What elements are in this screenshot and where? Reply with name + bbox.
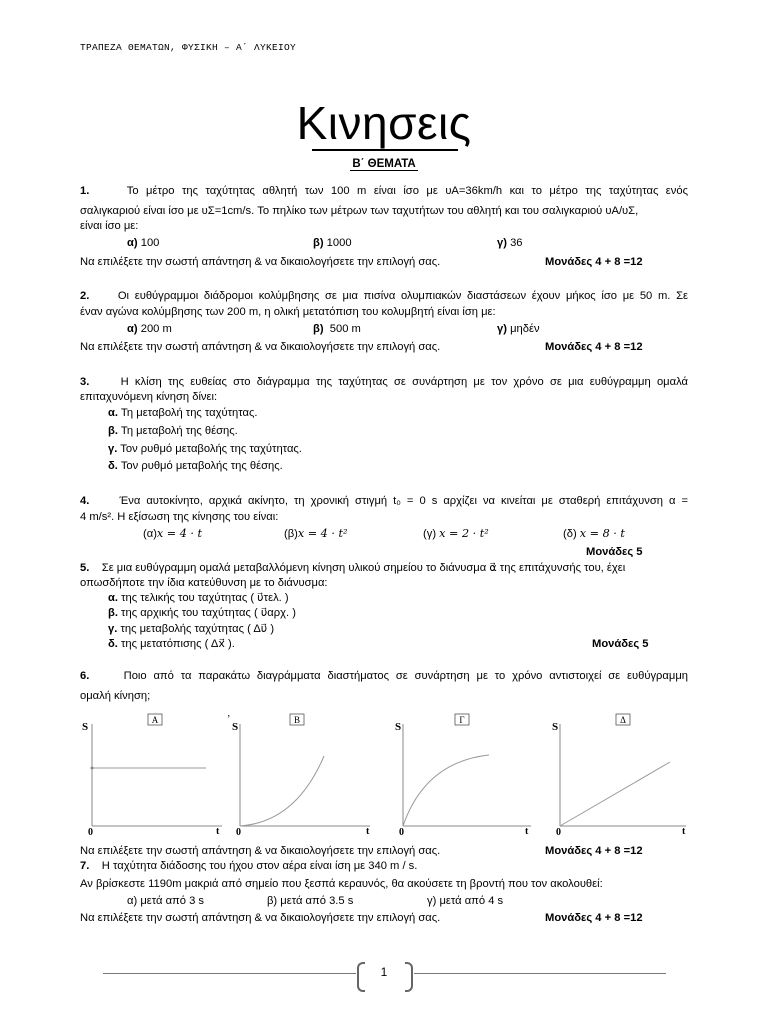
graph-c-x-axis-label: t <box>525 826 529 837</box>
option-text: x = 8 · t <box>579 527 625 540</box>
graph-a-origin: 0 <box>88 827 93 838</box>
graph-b-label: Β <box>293 715 301 725</box>
q1-line1 <box>80 184 688 198</box>
q1-option-b <box>313 236 352 250</box>
graph-a-y-axis-label: S <box>82 721 89 733</box>
option-text: x = 2 · t² <box>439 527 489 540</box>
q5-number: 5. <box>80 562 90 574</box>
graph-d <box>546 712 694 840</box>
q1-number: 1. <box>80 185 90 197</box>
option-letter: δ. <box>108 638 118 650</box>
option-letter: β) <box>313 323 324 335</box>
q5-option-a <box>108 591 289 605</box>
option-text: Τον ρυθμό μεταβολής της ταχύτητας. <box>120 443 302 455</box>
q1-option-a <box>127 236 159 250</box>
subtitle-text: Β΄ ΘΕΜΑΤΑ <box>352 158 416 170</box>
option-text: 36 <box>510 237 523 249</box>
q4-option-c <box>423 527 489 541</box>
option-text: της μετατόπισης ( Δx⃗ ). <box>121 638 235 650</box>
graph-c-y-axis-label: S <box>395 721 402 733</box>
graph-d-x-axis-label: t <box>682 826 686 837</box>
q2-option-c <box>497 322 540 336</box>
q6-line1 <box>80 669 688 683</box>
q4-option-a <box>143 527 202 541</box>
q4-number: 4. <box>80 495 90 507</box>
q7-option-c <box>427 894 503 908</box>
q5-points: Μονάδες 5 <box>592 638 649 650</box>
q2-points: Μονάδες 4 + 8 =12 <box>545 341 643 353</box>
graph-a-x-axis-label: t <box>216 826 220 837</box>
option-text: μετά από 3.5 s <box>280 895 354 907</box>
graph-a-label: Α <box>151 715 159 725</box>
q2-instruction: Να επιλέξετε την σωστή απάντηση & να δικαιολογήσετε την επιλογή σας. <box>80 341 441 353</box>
option-letter: δ. <box>108 460 118 472</box>
q4-option-b <box>284 527 347 541</box>
q4-line2: 4 m/s². Η εξίσωση της κίνησης του είναι: <box>80 511 279 523</box>
q1-option-c <box>497 236 523 250</box>
option-text: μηδέν <box>510 323 540 335</box>
footer-rule-left <box>103 973 356 974</box>
option-letter: γ. <box>108 443 118 455</box>
option-text: 100 <box>140 237 160 249</box>
footer-bracket-right <box>405 962 413 992</box>
q2-option-b <box>313 322 361 336</box>
page-number: 1 <box>380 965 388 979</box>
option-letter: β) <box>267 895 278 907</box>
option-letter: (β) <box>284 528 298 540</box>
option-letter: α) <box>127 323 138 335</box>
q7-instruction: Να επιλέξετε την σωστή απάντηση & να δικαιολογήσετε την επιλογή σας. <box>80 912 441 924</box>
option-text: μετά από 3 s <box>140 895 205 907</box>
graph-d-y-axis-label: S <box>552 721 559 733</box>
option-text: της τελικής του ταχύτητας ( υ⃗τελ. ) <box>121 592 289 604</box>
q5-text-1: Σε μια ευθύγραμμη ομαλά μεταβαλλόμενη κίνηση υλικού σημείου το διάνυσμα α⃗ της επιτάχυνσής του, έχει <box>101 562 626 574</box>
option-text: 500 m <box>329 323 361 335</box>
option-letter: γ) <box>427 895 437 907</box>
q3-text-1: Η κλίση της ευθείας στο διάγραμμα της ταχύτητας σε συνάρτηση με τον χρόνο σε μια ευθύγραμμη ομαλά <box>120 376 688 388</box>
q2-option-a <box>127 322 172 336</box>
q1-text-1: Το μέτρο της ταχύτητας αθλητή των 100 m είναι ίσο με υΑ=36km/h και το μέτρο της ταχύτητας ενός <box>126 185 689 197</box>
q1-points: Μονάδες 4 + 8 =12 <box>545 256 643 268</box>
option-letter: γ) <box>497 237 507 249</box>
graph-b-axes <box>240 724 370 826</box>
option-text: Τη μεταβολή της θέσης. <box>120 425 238 437</box>
option-text: της μεταβολής ταχύτητας ( Δυ⃗ ) <box>120 623 275 635</box>
option-letter: (α) <box>143 528 157 540</box>
title-underline <box>312 149 458 151</box>
option-text: 200 m <box>140 323 172 335</box>
q4-text-1: Ένα αυτοκίνητο, αρχικά ακίνητο, τη χρονική στιγμή t₀ = 0 s αρχίζει να κινείται με σταθερή επιτάχυνση α = <box>119 495 688 507</box>
q5-line1 <box>80 561 625 575</box>
graph-c-curve <box>403 755 489 826</box>
q5-option-b <box>108 606 296 620</box>
q3-option-b <box>108 424 238 438</box>
option-letter: β. <box>108 607 118 619</box>
graph-b-x-axis-label: t <box>366 826 370 837</box>
q7-option-b <box>267 894 353 908</box>
option-letter: α) <box>127 895 138 907</box>
graph-c <box>385 712 535 840</box>
graph-a <box>76 712 226 840</box>
option-text: x = 4 · t <box>156 527 202 540</box>
q3-line2: επιταχυνόμενη κίνηση δίνει: <box>80 391 218 403</box>
option-letter: α) <box>127 237 138 249</box>
q7-points: Μονάδες 4 + 8 =12 <box>545 912 643 924</box>
option-text: x = 4 · t² <box>297 527 348 540</box>
option-letter: α. <box>108 592 118 604</box>
option-text: μετά από 4 s <box>439 895 504 907</box>
section-subtitle <box>0 158 768 170</box>
q4-points: Μονάδες 5 <box>586 546 643 558</box>
option-text: της αρχικής του ταχύτητας ( υ⃗αρχ. ) <box>121 607 296 619</box>
q4-line1 <box>80 494 688 508</box>
option-letter: β. <box>108 425 118 437</box>
graph-b-tick-mark: ʼ <box>227 714 231 725</box>
option-letter: γ. <box>108 623 118 635</box>
graph-a-axes <box>92 724 222 826</box>
q2-line1 <box>80 289 688 303</box>
q7-text-1: Η ταχύτητα διάδοσης του ήχου στον αέρα είναι ίση με 340 m / s. <box>101 860 418 872</box>
q7-option-a <box>127 894 204 908</box>
q1-instruction: Να επιλέξετε την σωστή απάντηση & να δικαιολογήσετε την επιλογή σας. <box>80 256 441 268</box>
option-letter: γ) <box>497 323 507 335</box>
graph-d-curve <box>560 762 670 826</box>
graph-d-axes <box>560 724 686 826</box>
q1-line3: είναι ίσο με: <box>80 220 139 232</box>
q6-line2: ομαλή κίνηση; <box>80 690 151 702</box>
option-letter: β) <box>313 237 324 249</box>
page-header: ΤΡΑΠΕΖΑ ΘΕΜΑΤΩΝ, ΦΥΣΙΚΗ – Α΄ ΛΥΚΕΙΟΥ <box>80 42 297 53</box>
graph-b-curve <box>240 756 324 826</box>
q3-line1 <box>80 375 688 389</box>
graph-d-label: Δ <box>620 715 626 725</box>
q6-points: Μονάδες 4 + 8 =12 <box>545 845 643 857</box>
option-letter: α. <box>108 407 118 419</box>
q6-number: 6. <box>80 670 90 682</box>
q2-line2: έναν αγώνα κολύμβησης των 200 m, η ολική μετατόπιση του κολυμβητή είναι ίση με: <box>80 306 496 318</box>
q6-text-1: Ποιο από τα παρακάτω διαγράμματα διαστήματος σε συνάρτηση με το χρόνο αντιστοιχεί σε ευθύγραμμη <box>123 670 689 682</box>
graph-c-label: Γ <box>459 715 465 725</box>
footer-bracket-left <box>357 962 365 992</box>
q3-option-d <box>108 459 283 473</box>
option-text: 1000 <box>326 237 352 249</box>
q7-line2: Αν βρίσκεστε 1190m μακριά από σημείο που ξεσπά κεραυνός, θα ακούσετε τη βροντή που τον ακολουθεί: <box>80 878 603 890</box>
graph-d-origin: 0 <box>556 827 561 838</box>
graph-b-y-axis-label: S <box>232 721 239 733</box>
graph-a-point <box>91 767 94 770</box>
q2-text-1: Οι ευθύγραμμοι διάδρομοι κολύμβησης σε μια πισίνα ολυμπιακών διαστάσεων έχουν μήκος ίσο με 50 m. Σε <box>117 290 688 302</box>
graph-c-axes <box>403 724 531 826</box>
footer-rule-right <box>414 973 666 974</box>
graph-c-origin: 0 <box>399 827 404 838</box>
page-title: Κινησεις <box>296 97 472 149</box>
q7-number: 7. <box>80 860 90 872</box>
q5-option-c <box>108 622 274 636</box>
q5-line2: οπωσδήποτε την ίδια κατεύθυνση με το διάνυσμα: <box>80 577 328 589</box>
graph-b-origin: 0 <box>236 827 241 838</box>
q1-line2: σαλιγκαριού είναι ίσο με υΣ=1cm/s. Το πηλίκο των μέτρων των ταχυτήτων του αθλητή και του σαλιγκαριού υΑ/υΣ, <box>80 205 639 217</box>
option-text: Τον ρυθμό μεταβολής της θέσης. <box>120 460 283 472</box>
q3-option-c <box>108 442 302 456</box>
option-letter: (γ) <box>423 528 437 540</box>
graph-b <box>226 712 376 840</box>
option-text: Τη μεταβολή της ταχύτητας. <box>120 407 258 419</box>
q6-instruction: Να επιλέξετε την σωστή απάντηση & να δικαιολογήσετε την επιλογή σας. <box>80 845 441 857</box>
q2-number: 2. <box>80 290 90 302</box>
q5-option-d <box>108 637 235 651</box>
q7-line1 <box>80 859 417 873</box>
q3-number: 3. <box>80 376 90 388</box>
q3-option-a <box>108 406 258 420</box>
q4-option-d <box>563 527 625 541</box>
option-letter: (δ) <box>563 528 577 540</box>
